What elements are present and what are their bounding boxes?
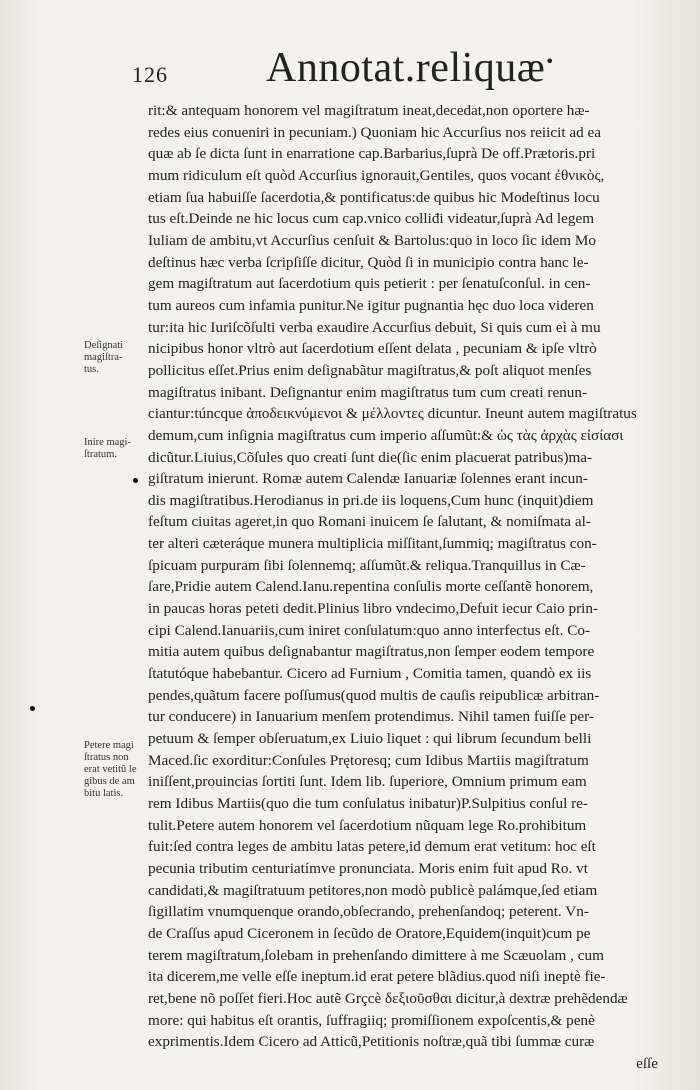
text-line: gem magiſtratum aut ſacerdotium quis petierit : per ſenatuſconſul. in cen-	[148, 275, 591, 293]
text-line: quæ ab ſe dicta ſunt in enarratione cap.Barbarius,ſuprà De off.Prætoris.pri	[148, 145, 596, 163]
text-line: cipi Calend.Ianuariis,cum iniret conſulatum:quo anno interfectus eſt. Co-	[148, 621, 591, 639]
text-line: ſare,Pridie autem Calend.Ianu.repentina conſulis morte ceſſantẽ honorem,	[148, 578, 594, 596]
text-line: petuum & ſemper obſeruatum,ex Liuio liquet : qui librum ſecundum belli	[148, 730, 592, 748]
text-line: iniſſent,prouincias ſortiti ſunt. Idem lib. ſuperiore, Omnium primum eam	[148, 773, 587, 791]
margin-note-line: erat vetitũ le	[84, 764, 137, 775]
text-line: ret,bene nõ poſſet fieri.Hoc autẽ Grçcè δεξιοῦσθαι dicitur,à dextræ prehẽdendæ	[148, 989, 628, 1007]
text-line: pollicitus eſſet.Prius enim deſignabãtur magiſtratus,& poſt aliquot menſes	[148, 361, 592, 379]
text-line: tus eſt.Deinde ne hic locus cum cap.vnico colliđi videatur,ſuprà Ad legem	[148, 210, 595, 228]
text-line: etiam ſua habuiſſe ſacerdotia,& pontificatus:de quibus hic Modeſtinus locu	[148, 188, 600, 206]
text-line: nicipibus honor vltrò aut ſacerdotium eſſent delata , pecuniam & ipſe vltrò	[148, 340, 597, 358]
margin-note-petere	[84, 740, 150, 800]
text-line: tulit.Petere autem honorem vel ſacerdotium nũquam lege Ro.prohibitum	[148, 816, 587, 834]
body-text	[148, 100, 658, 1075]
text-line: in paucas horas peteti dedit.Plinius libro vndecimo,Defuit iecur Caio prin-	[148, 600, 599, 618]
text-line: giſtratum inierunt. Romæ autem Calendæ Ianuariæ ſolennes erant incun-	[148, 470, 588, 488]
margin-note-line: Inire magi-	[84, 437, 131, 448]
text-line: tum aureos cum infamia punitur.Ne igitur pugnantia hęc duo loca videren	[148, 296, 594, 314]
text-line: Maced.ſic exorditur:Conſules Prętoresq; cum Idibus Martiis magiſtratum	[148, 751, 589, 769]
text-line: magiſtratus inibant. Deſignantur enim magiſtratus tum cum creati renun-	[148, 383, 588, 401]
margin-note-line: Petere magi	[84, 740, 134, 751]
text-line: tur:ita hic Iuriſcõſulti verba exaudire Accurſius debuit, Si quis cum eì à mu	[148, 318, 601, 336]
text-line: ſigillatim vnumquenque orando,obſecrando, prehenſandoq; peterent. Vn-	[148, 903, 589, 921]
text-line: dis magiſtratibus.Herodianus in pri.de iis loquens,Cum hunc (inquit)diem	[148, 491, 594, 509]
text-line: exprimentis.Idem Cicero ad Atticũ,Petitionis noſtræ,quã tibi ſummæ curæ	[148, 1033, 595, 1051]
text-line: mum ridiculum eſt quòd Accurſius ignorauit,Gentiles, quos vocant ἐθνικὸς,	[148, 166, 605, 184]
text-line: demum,cum inſignia magiſtratus cum imperio aſſumũt:& ὡς τὰς ἀρχὰς εἰσίασι	[148, 426, 624, 444]
text-line: pecunia tributim centuriatímve pronunciata. Moris enim fuit apud Ro. vt	[148, 859, 588, 877]
text-line: ſpicuam purpuram ſibi ſolennemq; aſſumũt.& reliqua.Tranquillus in Cæ-	[148, 556, 586, 574]
text-line: candidati,& magiſtratuum petitores,non modò publicè palámque,ſed etiam	[148, 881, 598, 899]
margin-note-line: ſtratus non	[84, 752, 129, 763]
text-line: rit:& antequam honorem vel magiſtratum ineat,decedat,non oportere hæ-	[148, 102, 590, 119]
text-line: ſtatutóque habebantur. Cicero ad Furnium , Comitia tamen, quandò ex iis	[148, 665, 592, 683]
running-title: Annotat.reliquæ	[266, 45, 546, 91]
margin-note-line: tus.	[84, 364, 99, 375]
margin-note-designati	[84, 340, 150, 376]
ink-spot	[30, 706, 35, 711]
text-line: feſtum ciuitas ageret,in quo Romani inuicem ſe ſalutant, & nomiſmata al-	[148, 513, 591, 531]
printer-mark-dot	[133, 478, 138, 483]
text-line: tur conducere) in Ianuarium menſem protendimus. Nihil tamen fuiſſe per-	[148, 708, 594, 726]
page-number: 126	[132, 62, 168, 87]
text-line: dicũtur.Liuius,Cõſules quo creati ſunt die(ſic enim placuerat patribus)ma-	[148, 448, 593, 466]
text-line: rem Idibus Martiis(quo die tum conſulatus inibatur)P.Sulpitius conſul re-	[148, 795, 588, 812]
text-line: deſtinus hæc verba ſcripſiſſe dicitur, Quòd ſi in municipio contra hanc le-	[148, 253, 589, 271]
margin-note-inire	[84, 437, 150, 461]
text-line: ter alteri cæteráque munera multiplicia miſſitant,ſummiq; magiſtratus con-	[148, 535, 597, 553]
text-line: fuit:ſed contra leges de ambitu latas petere,id demum erat vetitum: hoc eſt	[148, 838, 596, 856]
header-mark: •	[545, 52, 555, 71]
text-line: pendes,quãtum facere poſſumus(quod multis de cauſis reipublicæ arbitran-	[148, 686, 600, 704]
text-line: more: qui habitus eſt orantis, ſuffragiiq; promiſſionem expoſcentis,& penè	[148, 1011, 595, 1029]
text-line: Iuliam de ambitu,vt Accurſius cenſuit & Bartolus:quo in loco ſic idem Mo	[148, 231, 596, 249]
text-line: ciantur:túncque ἀποδεικνύμενοι & μέλλοντες dicuntur. Ineunt autem magiſtratus	[148, 405, 637, 423]
text-line: mitia autem quibus deſignabantur magiſtratus,non ſemper eodem tempore	[148, 643, 595, 661]
text-line: terem magiſtratum,ſolebam in prehenſando dimittere à me Scæuolam , cum	[148, 946, 604, 964]
margin-note-line: Deſignati	[84, 340, 124, 351]
catchword: eſſe	[636, 1054, 658, 1072]
text-line: ita dicerem,me velle eſſe ineptum.id erat petere blãdius.quod niſi ineptè fie-	[148, 968, 606, 986]
margin-note-line: bitu latis.	[84, 788, 124, 799]
margin-note-line: magiſtra-	[84, 352, 123, 363]
margin-note-line: ſtratum.	[84, 449, 117, 460]
text-line: de Craſſus apud Ciceronem in ſecũdo de Oratore,Equidem(inquit)cum pe	[148, 924, 591, 942]
margin-note-line: gibus de am	[84, 776, 135, 787]
text-line: redes eius conueniri in pecuniam.) Quoniam hic Accurſius nos reiicit ad ea	[148, 123, 601, 141]
page-header	[0, 42, 700, 98]
